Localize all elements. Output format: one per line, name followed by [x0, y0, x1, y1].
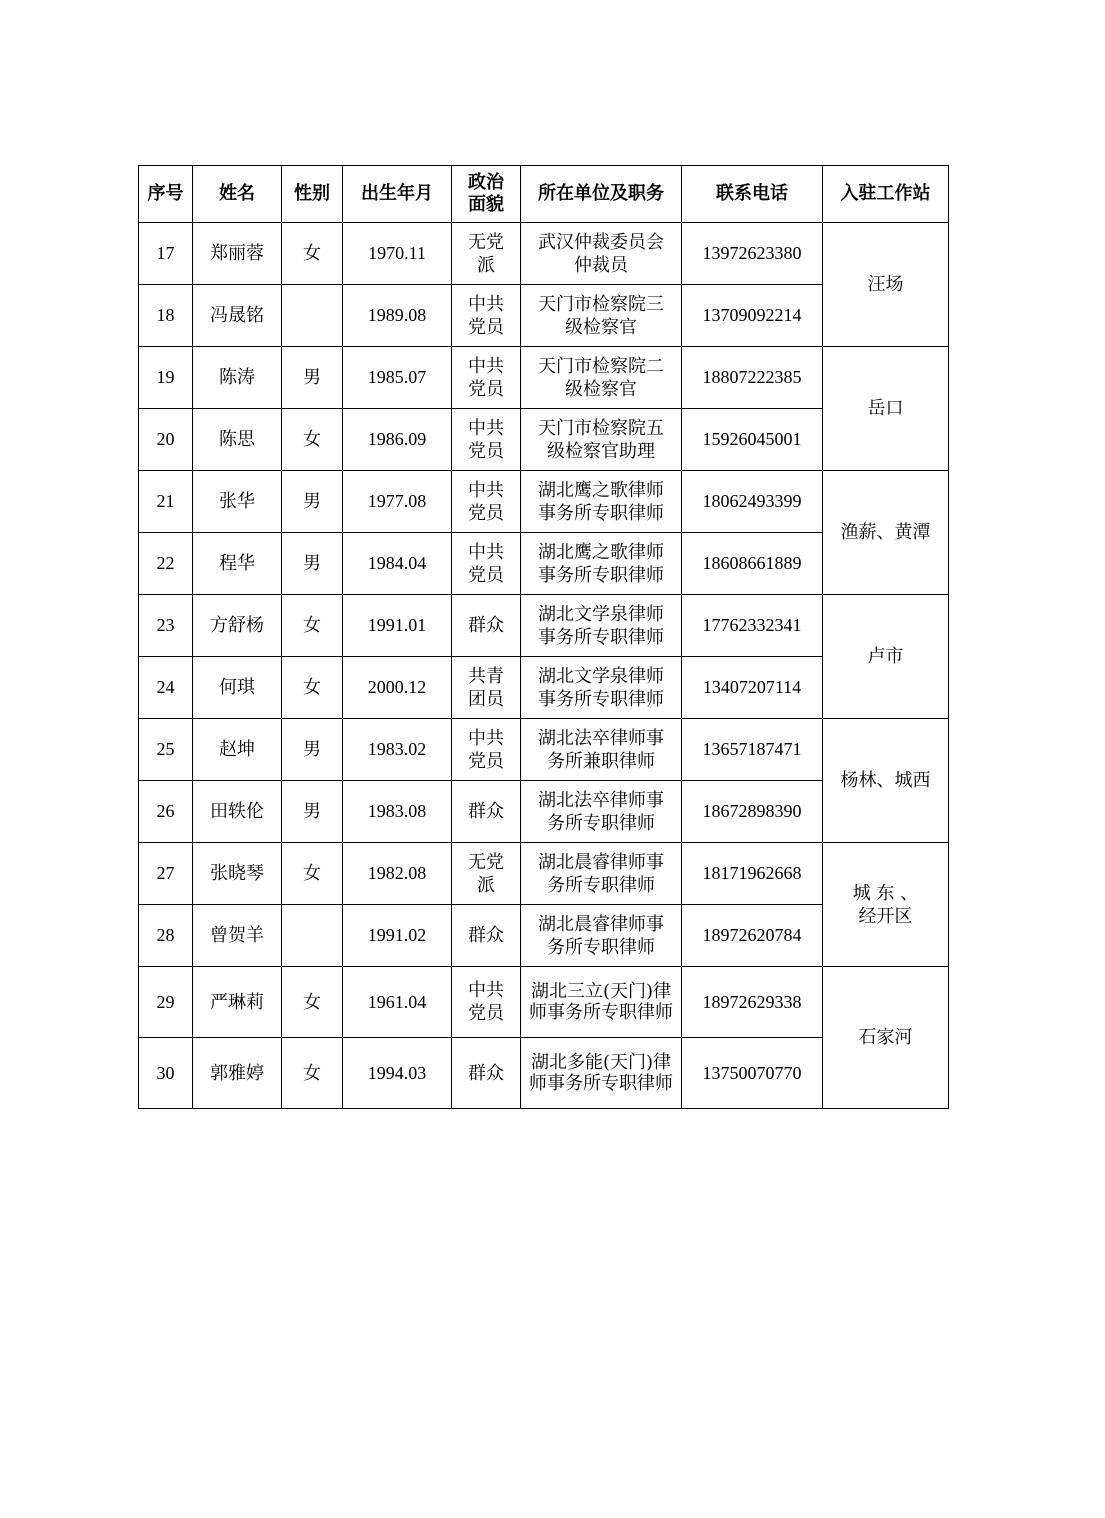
header-row — [139, 166, 949, 223]
cell-politics: 中共党员 — [452, 409, 521, 471]
table-row — [139, 595, 949, 657]
cell-unit: 湖北晨睿律师事务所专职律师 — [521, 843, 682, 905]
table-row — [139, 967, 949, 1038]
cell-phone: 18608661889 — [682, 533, 823, 595]
header-gender: 性别 — [282, 166, 343, 223]
cell-unit: 湖北三立(天门)律师事务所专职律师 — [521, 967, 682, 1038]
cell-no: 24 — [139, 657, 193, 719]
cell-politics: 中共党员 — [452, 285, 521, 347]
cell-phone: 18171962668 — [682, 843, 823, 905]
cell-no: 28 — [139, 905, 193, 967]
cell-birth: 1982.08 — [343, 843, 452, 905]
cell-name: 赵坤 — [193, 719, 282, 781]
cell-no: 29 — [139, 967, 193, 1038]
cell-gender: 女 — [282, 967, 343, 1038]
cell-gender: 男 — [282, 471, 343, 533]
cell-gender: 女 — [282, 1038, 343, 1109]
cell-station: 石家河 — [823, 967, 949, 1109]
cell-gender — [282, 285, 343, 347]
cell-politics: 群众 — [452, 781, 521, 843]
table-row — [139, 347, 949, 409]
cell-unit: 天门市检察院五级检察官助理 — [521, 409, 682, 471]
cell-phone: 13657187471 — [682, 719, 823, 781]
cell-phone: 13972623380 — [682, 223, 823, 285]
header-name: 姓名 — [193, 166, 282, 223]
cell-no: 23 — [139, 595, 193, 657]
cell-no: 30 — [139, 1038, 193, 1109]
table-row — [139, 719, 949, 781]
cell-station: 渔薪、黄潭 — [823, 471, 949, 595]
cell-phone: 18672898390 — [682, 781, 823, 843]
cell-phone: 18972629338 — [682, 967, 823, 1038]
cell-birth: 1961.04 — [343, 967, 452, 1038]
cell-birth: 1986.09 — [343, 409, 452, 471]
cell-name: 方舒杨 — [193, 595, 282, 657]
table-row — [139, 471, 949, 533]
cell-unit: 湖北文学泉律师事务所专职律师 — [521, 595, 682, 657]
cell-politics: 中共党员 — [452, 471, 521, 533]
cell-gender: 女 — [282, 595, 343, 657]
header-birth: 出生年月 — [343, 166, 452, 223]
cell-unit: 湖北法卒律师事务所兼职律师 — [521, 719, 682, 781]
cell-station: 汪场 — [823, 223, 949, 347]
cell-phone: 18972620784 — [682, 905, 823, 967]
cell-unit: 湖北晨睿律师事务所专职律师 — [521, 905, 682, 967]
cell-politics: 中共党员 — [452, 533, 521, 595]
cell-gender: 男 — [282, 781, 343, 843]
cell-phone: 18062493399 — [682, 471, 823, 533]
cell-name: 严琳莉 — [193, 967, 282, 1038]
cell-name: 陈思 — [193, 409, 282, 471]
cell-unit: 天门市检察院三级检察官 — [521, 285, 682, 347]
cell-name: 张华 — [193, 471, 282, 533]
cell-politics: 群众 — [452, 905, 521, 967]
table-row — [139, 223, 949, 285]
header-unit: 所在单位及职务 — [521, 166, 682, 223]
cell-no: 22 — [139, 533, 193, 595]
cell-gender: 男 — [282, 533, 343, 595]
cell-no: 26 — [139, 781, 193, 843]
table-row — [139, 843, 949, 905]
cell-name: 曾贺羊 — [193, 905, 282, 967]
cell-station: 城 东 、经开区 — [823, 843, 949, 967]
cell-station: 卢市 — [823, 595, 949, 719]
header-no: 序号 — [139, 166, 193, 223]
cell-no: 25 — [139, 719, 193, 781]
cell-name: 郭雅婷 — [193, 1038, 282, 1109]
cell-no: 19 — [139, 347, 193, 409]
cell-birth: 1991.02 — [343, 905, 452, 967]
cell-unit: 武汉仲裁委员会仲裁员 — [521, 223, 682, 285]
cell-gender — [282, 905, 343, 967]
cell-politics: 中共党员 — [452, 719, 521, 781]
cell-gender: 女 — [282, 657, 343, 719]
cell-unit: 湖北鹰之歌律师事务所专职律师 — [521, 471, 682, 533]
cell-birth: 1970.11 — [343, 223, 452, 285]
cell-gender: 女 — [282, 409, 343, 471]
cell-phone: 15926045001 — [682, 409, 823, 471]
header-station: 入驻工作站 — [823, 166, 949, 223]
cell-name: 陈涛 — [193, 347, 282, 409]
cell-birth: 1985.07 — [343, 347, 452, 409]
cell-phone: 18807222385 — [682, 347, 823, 409]
cell-politics: 共青团员 — [452, 657, 521, 719]
cell-birth: 1983.02 — [343, 719, 452, 781]
cell-name: 程华 — [193, 533, 282, 595]
cell-gender: 女 — [282, 843, 343, 905]
cell-birth: 1991.01 — [343, 595, 452, 657]
cell-birth: 1984.04 — [343, 533, 452, 595]
cell-birth: 1977.08 — [343, 471, 452, 533]
cell-no: 18 — [139, 285, 193, 347]
cell-gender: 女 — [282, 223, 343, 285]
cell-gender: 男 — [282, 719, 343, 781]
cell-no: 27 — [139, 843, 193, 905]
cell-politics: 中共党员 — [452, 967, 521, 1038]
roster-table — [138, 165, 949, 1109]
cell-name: 何琪 — [193, 657, 282, 719]
cell-birth: 1994.03 — [343, 1038, 452, 1109]
cell-station: 岳口 — [823, 347, 949, 471]
cell-gender: 男 — [282, 347, 343, 409]
cell-unit: 湖北法卒律师事务所专职律师 — [521, 781, 682, 843]
cell-phone: 13709092214 — [682, 285, 823, 347]
cell-phone: 13407207114 — [682, 657, 823, 719]
cell-name: 冯晟铭 — [193, 285, 282, 347]
cell-politics: 无党派 — [452, 843, 521, 905]
header-politics: 政治面貌 — [452, 166, 521, 223]
cell-name: 郑丽蓉 — [193, 223, 282, 285]
cell-politics: 无党派 — [452, 223, 521, 285]
cell-name: 田轶伦 — [193, 781, 282, 843]
cell-phone: 17762332341 — [682, 595, 823, 657]
cell-phone: 13750070770 — [682, 1038, 823, 1109]
cell-unit: 湖北多能(天门)律师事务所专职律师 — [521, 1038, 682, 1109]
cell-unit: 湖北文学泉律师事务所专职律师 — [521, 657, 682, 719]
cell-politics: 中共党员 — [452, 347, 521, 409]
cell-no: 17 — [139, 223, 193, 285]
cell-birth: 2000.12 — [343, 657, 452, 719]
cell-politics: 群众 — [452, 595, 521, 657]
cell-birth: 1983.08 — [343, 781, 452, 843]
cell-no: 21 — [139, 471, 193, 533]
cell-birth: 1989.08 — [343, 285, 452, 347]
header-phone: 联系电话 — [682, 166, 823, 223]
cell-station: 杨林、城西 — [823, 719, 949, 843]
cell-politics: 群众 — [452, 1038, 521, 1109]
cell-no: 20 — [139, 409, 193, 471]
cell-unit: 天门市检察院二级检察官 — [521, 347, 682, 409]
cell-unit: 湖北鹰之歌律师事务所专职律师 — [521, 533, 682, 595]
cell-name: 张晓琴 — [193, 843, 282, 905]
